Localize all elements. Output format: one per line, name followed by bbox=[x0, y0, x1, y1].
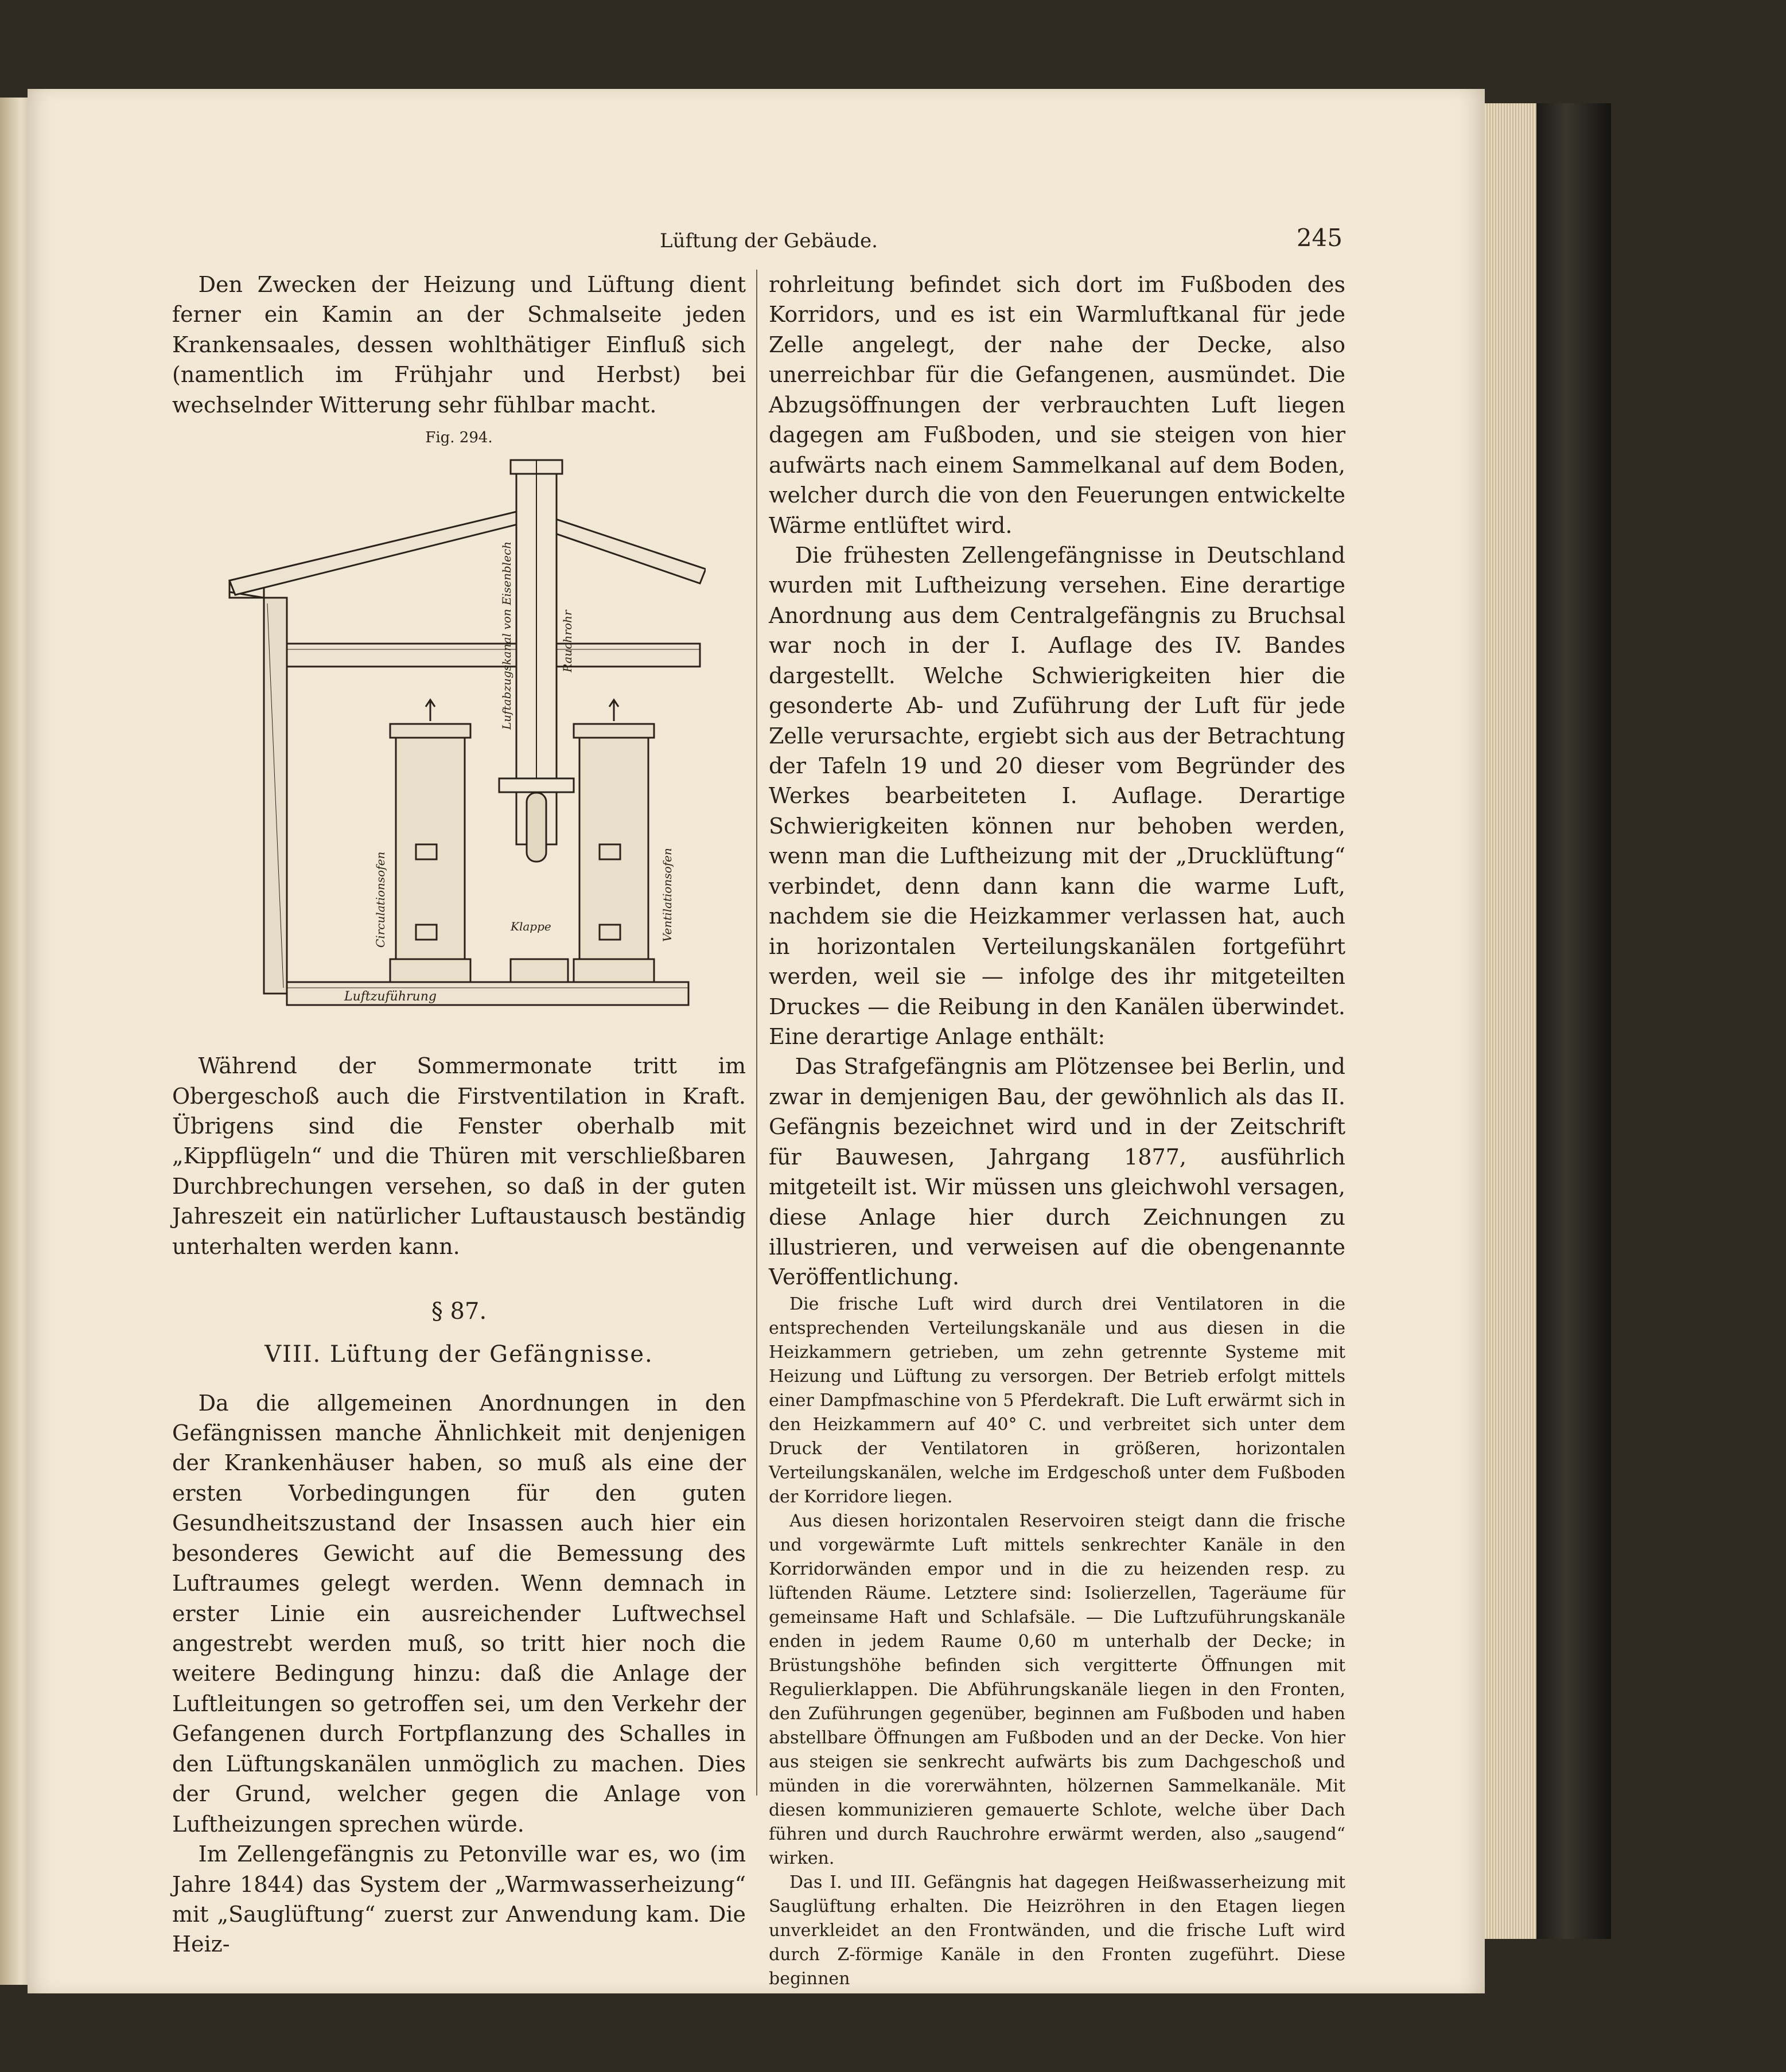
small-print-block bbox=[769, 1292, 1345, 1991]
paragraph: Im Zellengefängnis zu Petonville war es, wo (im Jahre 1844) das System der „Warmwasserheizung“ mit „Sauglüftung“ zuerst zur Anwendung kam. Die Heiz- bbox=[172, 1841, 746, 1957]
fig-label-stove-right: Ventilationsofen bbox=[660, 848, 674, 942]
page-number: 245 bbox=[1296, 224, 1343, 252]
book-cover bbox=[1536, 103, 1611, 1939]
paragraph: Die frühesten Zellengefängnisse in Deutschland wurden mit Luftheizung versehen. Eine derartige Anordnung aus dem Centralgefängnis zu Bruchsal war noch in der I. Auflage des IV. Bandes dargestellt. Welche Schwierigkeiten hier die gesonderte Ab- und Zuführung der Luft für jede Zelle verursachte, ergiebt sich aus der Betrachtung der Tafeln 19 und 20 dieser vom Begründer des Werkes bearbeiteten I. Auflage. Derartige Schwierigkeiten können nur behoben werden, wenn man die Luftheizung mit der „Drucklüftung“ verbindet, denn dann kann die warme Luft, nachdem sie die Heizkammer verlassen hat, auch in horizontalen Verteilungskanälen fortgeführt werden, weil sie — infolge des ihr mitgeteilten Druckes — die Reibung in den Kanälen überwindet. Eine derartige Anlage enthält: bbox=[769, 542, 1345, 1049]
paragraph: Während der Sommermonate tritt im Obergeschoß auch die Firstventilation in Kraft. Übrigens sind die Fenster oberhalb mit „Kippflügeln“ und die Thüren mit verschließbaren Durchbrechungen versehen, so daß in der guten Jahreszeit ein natürlicher Luftaustausch beständig unterhalten werden kann. bbox=[172, 1053, 746, 1259]
fig-label-chimney-left: Luftabzugskanal von Eisenblech bbox=[500, 541, 513, 730]
small-paragraph: Die frische Luft wird durch drei Ventilatoren in die entsprechenden Verteilungskanäle und aus diesen in die Heizkammern getrieben, um zehn getrennte Systeme mit Heizung und Lüftung zu versorgen. Der Betrieb erfolgt mittels einer Dampfmaschine von 5 Pferdekraft. Die Luft erwärmt sich in den Heizkammern auf 40° C. und verbreitet sich unter dem Druck der Ventilatoren in größeren, horizontalen Verteilungskanälen, welche im Erdgeschoß unter dem Fußboden der Korridore liegen. bbox=[769, 1294, 1345, 1507]
paragraph: Da die allgemeinen Anordnungen in den Gefängnissen manche Ähnlichkeit mit denjenigen der Krankenhäuser haben, so muß als eine der ersten Vorbedingungen für den guten Gesundheitszustand der Insassen auch hier ein besonderes Gewicht auf die Bemessung des Luftraumes gelegt werden. Wenn demnach in erster Linie ein ausreichender Luftwechsel angestrebt werden muß, so tritt hier noch die weitere Bedingung hinzu: daß die Anlage der Luftleitungen so getroffen sei, um den Verkehr der Gefangenen durch Fortpflanzung des Schalles in den Lüftungskanälen unmöglich zu machen. Dies der Grund, welcher gegen die Anlage von Luftheizungen sprechen würde. bbox=[172, 1390, 746, 1837]
page-header bbox=[660, 224, 1343, 258]
page-stack-edge bbox=[1485, 103, 1536, 1939]
section-number: § 87. bbox=[431, 1298, 487, 1325]
right-column bbox=[769, 270, 1345, 1991]
fig-label-valve: Klappe bbox=[511, 920, 551, 934]
left-column bbox=[172, 270, 746, 1960]
small-paragraph: Das I. und III. Gefängnis hat dagegen Heißwasserheizung mit Sauglüftung erhalten. Die Heizröhren in den Etagen liegen unverkleidet an den Frontwänden, und die frische Luft wird durch Z-förmige Kanäle in den Fronten zugeführt. Diese beginnen bbox=[769, 1872, 1345, 1989]
running-title: Lüftung der Gebäude. bbox=[660, 229, 878, 252]
figure-294 bbox=[212, 454, 706, 1028]
fig-label-chimney-right: Rauchrohr bbox=[561, 610, 574, 673]
section-title: VIII. Lüftung der Gefängnisse. bbox=[264, 1341, 653, 1368]
paragraph: Das Strafgefängnis am Plötzensee bei Berlin, und zwar in demjenigen Bau, der gewöhnlich als das II. Gefängnis bezeichnet wird und in der Zeitschrift für Bauwesen, Jahrgang 1877, ausführlich mitgeteilt ist. Wir müssen uns gleichwohl versagen, diese Anlage hier durch Zeichnungen zu illustrieren, und verweisen auf die obengenannte Veröffentlichung. bbox=[769, 1054, 1345, 1290]
fig-label-duct: Luftzuführung bbox=[344, 990, 437, 1004]
paragraph: Den Zwecken der Heizung und Lüftung dient ferner ein Kamin an der Schmalseite jeden Krankensaales, dessen wohlthätiger Einfluß sich (namentlich im Frühjahr und Herbst) bei wechselnder Witterung sehr fühlbar macht. bbox=[172, 272, 746, 418]
small-paragraph: Aus diesen horizontalen Reservoiren steigt dann die frische und vorgewärmte Luft mittels senkrechter Kanäle in den Korridorwänden empor und in die zu heizenden resp. zu lüftenden Räume. Letztere sind: Isolierzellen, Tageräume für gemeinsame Haft und Schlafsäle. — Die Luftzuführungskanäle enden in jedem Raume 0,60 m unterhalb der Decke; in Brüstungshöhe befinden sich vergitterte Öffnungen mit Regulierklappen. Die Abführungskanäle liegen in den Fronten, den Zuführungen gegenüber, beginnen am Fußboden und haben abstellbare Öffnungen am Fußboden und an der Decke. Von hier aus steigen sie senkrecht aufwärts bis zum Dachgeschoß und münden in die vorerwähnten, hölzernen Sammelkanäle. Mit diesen kommunizieren gemauerte Schlote, welche über Dach führen und durch Rauchrohre erwärmt werden, also „saugend“ wirken. bbox=[769, 1510, 1345, 1868]
fig-label-stove-left: Circulationsofen bbox=[373, 851, 387, 948]
figure-caption: Fig. 294. bbox=[425, 429, 493, 447]
column-divider bbox=[756, 270, 757, 1796]
paragraph: rohrleitung befindet sich dort im Fußboden des Korridors, und es ist ein Warmluftkanal für jede Zelle angelegt, der nahe der Decke, also unerreichbar für die Gefangenen, ausmündet. Die Abzugsöffnungen der verbrauchten Luft liegen dagegen am Fußboden, und sie steigen von hier aufwärts nach einem Sammelkanal auf dem Boden, welcher durch die von den Feuerungen entwickelte Wärme entlüftet wird. bbox=[769, 272, 1345, 538]
